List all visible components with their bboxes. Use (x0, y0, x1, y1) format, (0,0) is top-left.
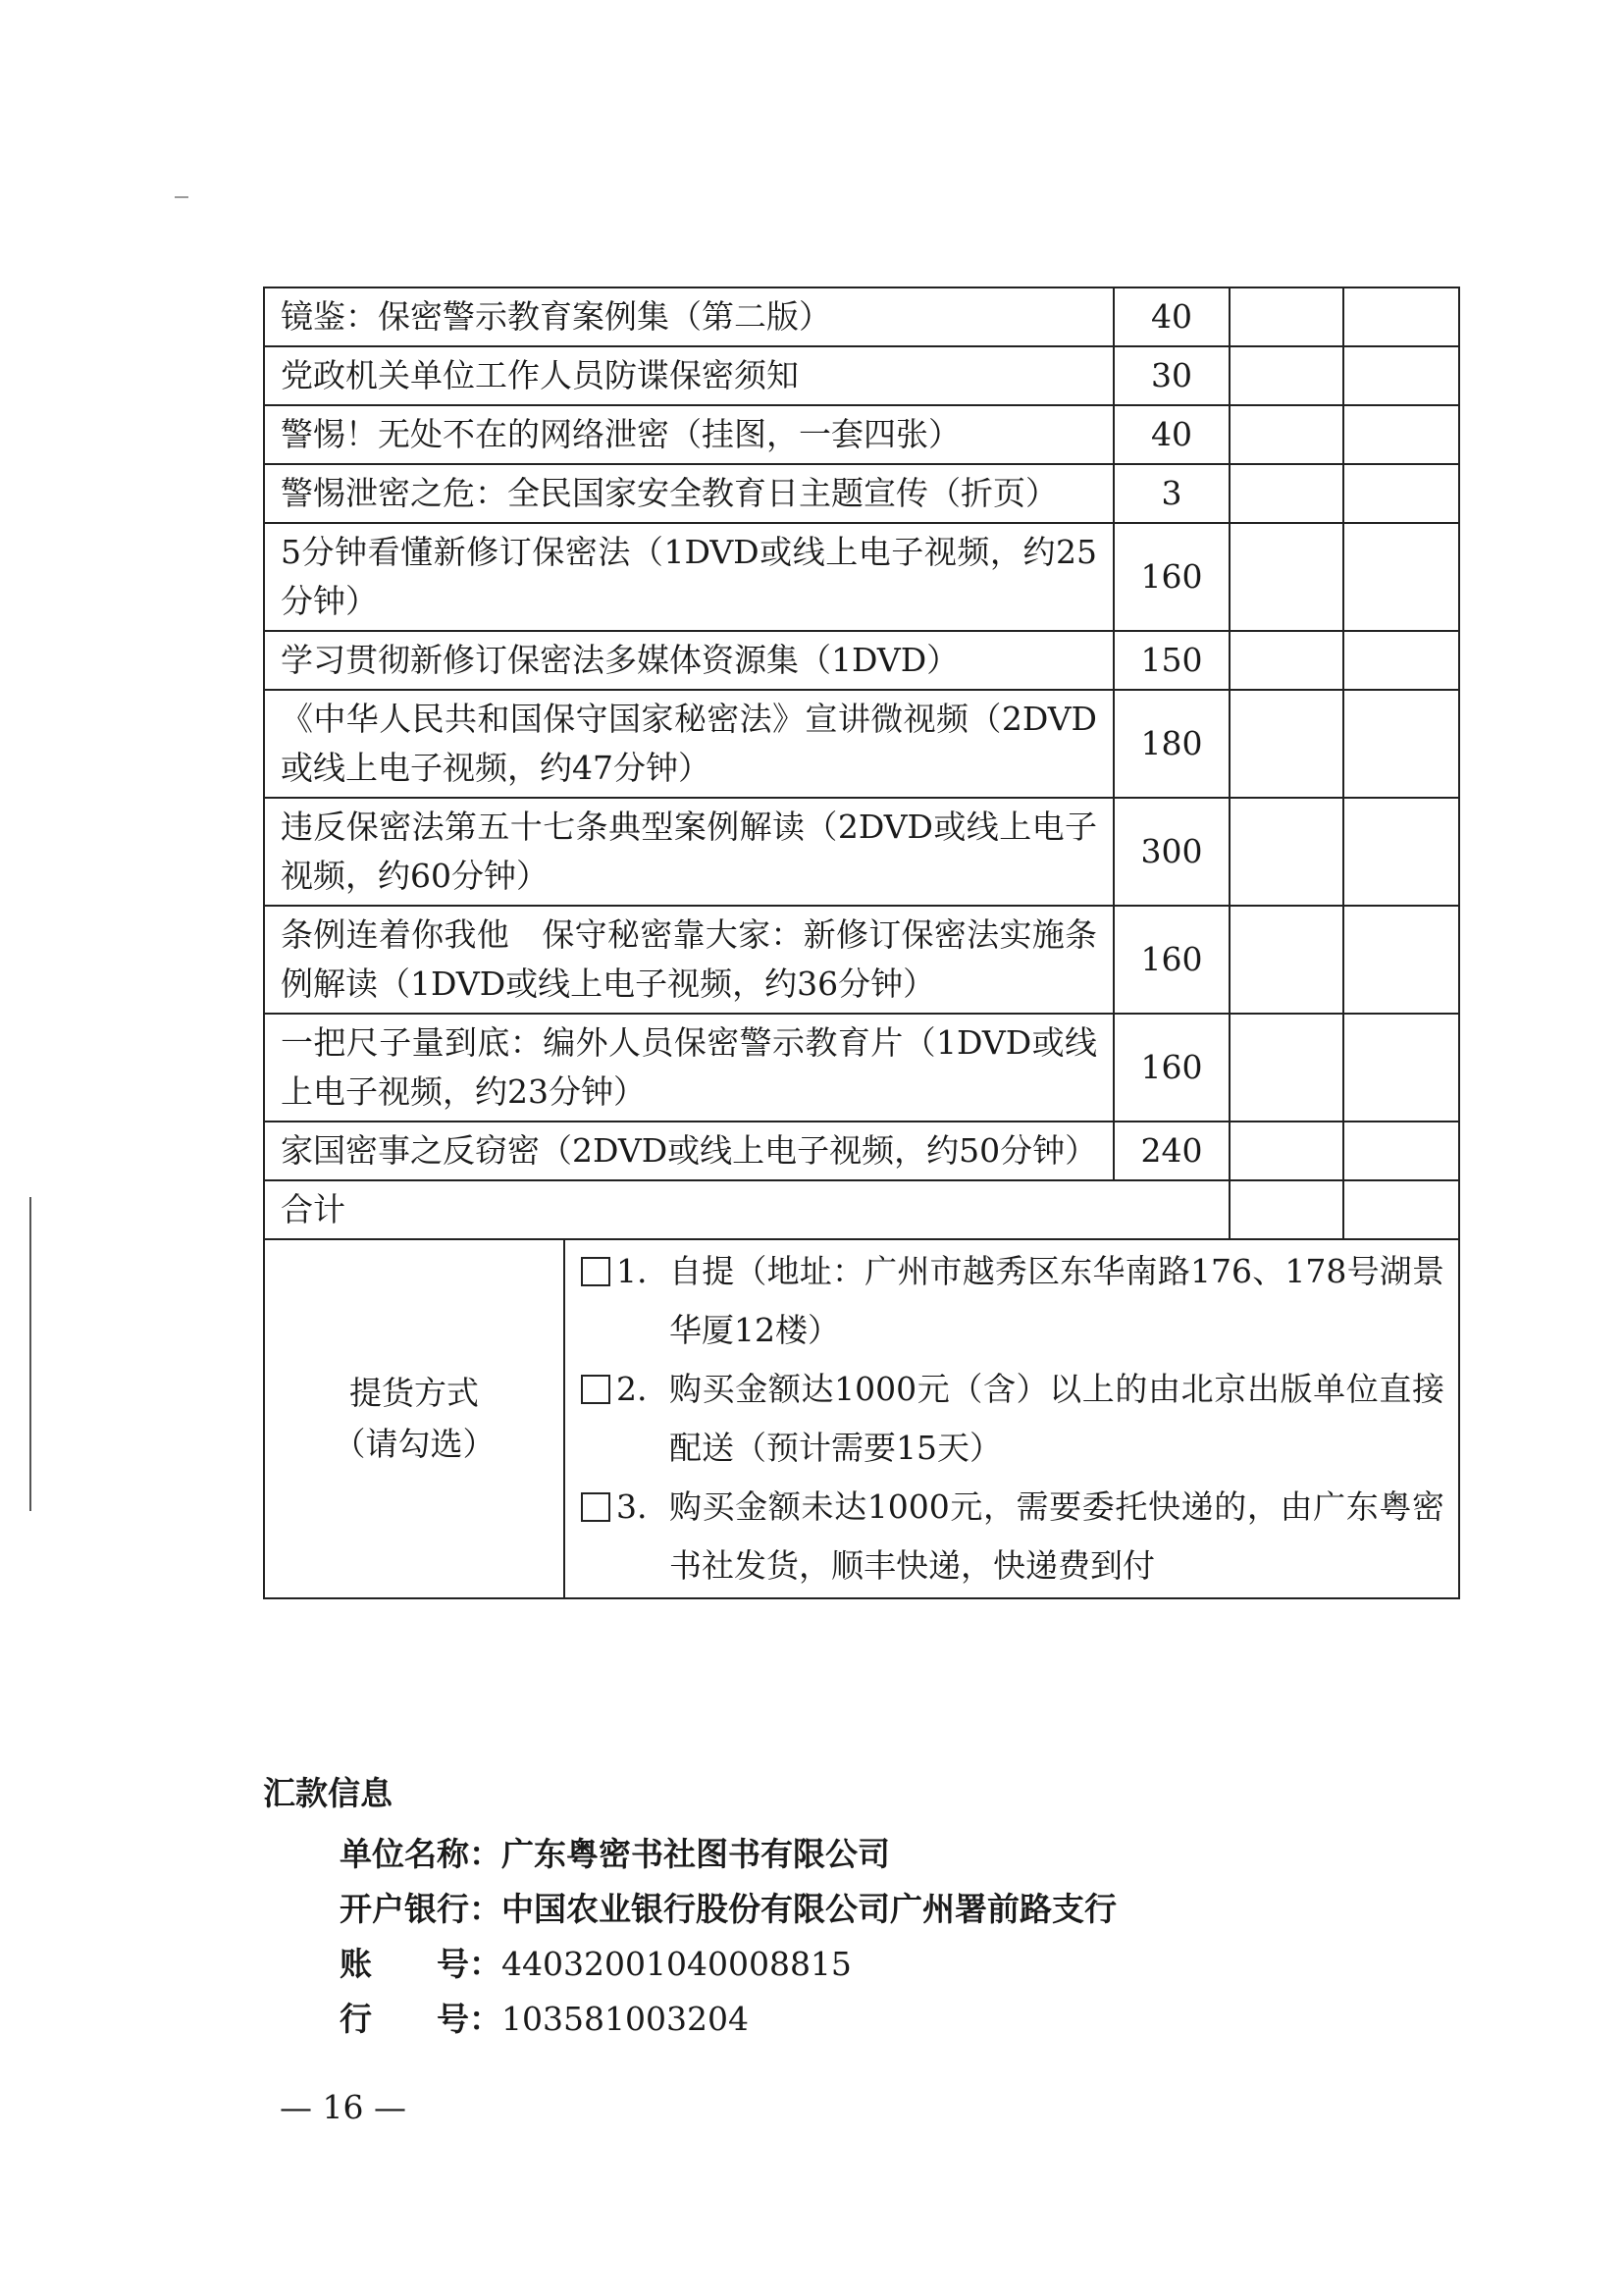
bank-number: 103581003204 (501, 2000, 749, 2038)
item-price: 40 (1114, 405, 1230, 464)
table-row (264, 287, 1459, 346)
delivery-label-line2: （请勾选） (333, 1425, 496, 1463)
bank-row (263, 1882, 1441, 1937)
table-row (264, 405, 1459, 464)
amount-cell[interactable] (1343, 405, 1459, 464)
item-price: 160 (1114, 906, 1230, 1014)
item-name: 学习贯彻新修订保密法多媒体资源集（1DVD） (264, 631, 1114, 690)
option-number: 2. (616, 1370, 648, 1408)
item-name: 条例连着你我他 保守秘密靠大家：新修订保密法实施条例解读（1DVD或线上电子视频，约36分钟） (264, 906, 1114, 1014)
scan-mark (175, 196, 188, 198)
option-number: 3. (616, 1487, 648, 1526)
item-price: 300 (1114, 798, 1230, 906)
total-amount-cell[interactable] (1343, 1180, 1459, 1239)
table-row (264, 631, 1459, 690)
item-name: 《中华人民共和国保守国家秘密法》宣讲微视频（2DVD或线上电子视频，约47分钟） (264, 690, 1114, 798)
checkbox[interactable] (581, 1492, 610, 1522)
remittance-info (263, 1766, 1441, 2047)
table-row (264, 1014, 1459, 1122)
company-label: 单位名称： (340, 1835, 501, 1873)
table-row (264, 906, 1459, 1014)
option-text: 购买金额未达1000元，需要委托快递的，由广东粤密书社发货，顺丰快递，快递费到付 (669, 1487, 1444, 1585)
amount-cell[interactable] (1343, 798, 1459, 906)
quantity-cell[interactable] (1230, 631, 1343, 690)
item-price: 160 (1114, 1014, 1230, 1122)
company-name: 广东粤密书社图书有限公司 (501, 1835, 890, 1873)
remittance-title: 汇款信息 (263, 1774, 393, 1812)
quantity-cell[interactable] (1230, 287, 1343, 346)
delivery-label-line1: 提货方式 (349, 1374, 479, 1412)
quantity-cell[interactable] (1230, 798, 1343, 906)
account-row (263, 1937, 1441, 1992)
total-row (264, 1180, 1459, 1239)
option-text: 购买金额达1000元（含）以上的由北京出版单位直接配送（预计需要15天） (669, 1370, 1444, 1467)
item-name: 一把尺子量到底：编外人员保密警示教育片（1DVD或线上电子视频，约23分钟） (264, 1014, 1114, 1122)
item-price: 40 (1114, 287, 1230, 346)
amount-cell[interactable] (1343, 1122, 1459, 1180)
item-name: 5分钟看懂新修订保密法（1DVD或线上电子视频，约25分钟） (264, 523, 1114, 631)
quantity-cell[interactable] (1230, 1122, 1343, 1180)
total-label: 合计 (264, 1180, 1230, 1239)
delivery-option-express[interactable] (581, 1478, 1444, 1595)
item-price: 180 (1114, 690, 1230, 798)
item-name: 党政机关单位工作人员防谍保密须知 (264, 346, 1114, 405)
account-label: 账 号： (340, 1945, 501, 1983)
item-name: 违反保密法第五十七条典型案例解读（2DVD或线上电子视频，约60分钟） (264, 798, 1114, 906)
total-quantity-cell[interactable] (1230, 1180, 1343, 1239)
bank-label: 开户银行： (340, 1890, 501, 1928)
checkbox[interactable] (581, 1375, 610, 1404)
amount-cell[interactable] (1343, 346, 1459, 405)
item-name: 警惕！无处不在的网络泄密（挂图，一套四张） (264, 405, 1114, 464)
item-name: 镜鉴：保密警示教育案例集（第二版） (264, 287, 1114, 346)
binding-line (29, 1197, 31, 1511)
table-row (264, 798, 1459, 906)
delivery-label (265, 1240, 565, 1597)
table-row (264, 346, 1459, 405)
amount-cell[interactable] (1343, 631, 1459, 690)
amount-cell[interactable] (1343, 287, 1459, 346)
quantity-cell[interactable] (1230, 906, 1343, 1014)
delivery-options (565, 1240, 1458, 1597)
account-number: 44032001040008815 (501, 1945, 852, 1983)
table-row (264, 1122, 1459, 1180)
amount-cell[interactable] (1343, 690, 1459, 798)
order-table (263, 287, 1460, 1599)
bank-number-label: 行 号： (340, 2000, 501, 2038)
item-price: 3 (1114, 464, 1230, 523)
table-row (264, 690, 1459, 798)
table-row (264, 464, 1459, 523)
quantity-cell[interactable] (1230, 690, 1343, 798)
amount-cell[interactable] (1343, 906, 1459, 1014)
amount-cell[interactable] (1343, 523, 1459, 631)
bank-number-row (263, 1992, 1441, 2047)
checkbox[interactable] (581, 1257, 610, 1286)
delivery-option-direct[interactable] (581, 1360, 1444, 1478)
item-price: 150 (1114, 631, 1230, 690)
quantity-cell[interactable] (1230, 523, 1343, 631)
table-row (264, 523, 1459, 631)
option-number: 1. (616, 1252, 648, 1290)
item-name: 家国密事之反窃密（2DVD或线上电子视频，约50分钟） (264, 1122, 1114, 1180)
bank-name: 中国农业银行股份有限公司广州署前路支行 (501, 1890, 1117, 1928)
company-row (263, 1827, 1441, 1882)
item-rows (264, 287, 1459, 1598)
amount-cell[interactable] (1343, 1014, 1459, 1122)
item-price: 30 (1114, 346, 1230, 405)
quantity-cell[interactable] (1230, 405, 1343, 464)
delivery-option-pickup[interactable] (581, 1242, 1444, 1360)
item-price: 240 (1114, 1122, 1230, 1180)
quantity-cell[interactable] (1230, 464, 1343, 523)
quantity-cell[interactable] (1230, 346, 1343, 405)
delivery-row (264, 1239, 1459, 1598)
amount-cell[interactable] (1343, 464, 1459, 523)
page-number: — 16 — (280, 2088, 406, 2126)
quantity-cell[interactable] (1230, 1014, 1343, 1122)
item-name: 警惕泄密之危：全民国家安全教育日主题宣传（折页） (264, 464, 1114, 523)
option-text: 自提（地址：广州市越秀区东华南路176、178号湖景华厦12楼） (669, 1252, 1444, 1349)
item-price: 160 (1114, 523, 1230, 631)
